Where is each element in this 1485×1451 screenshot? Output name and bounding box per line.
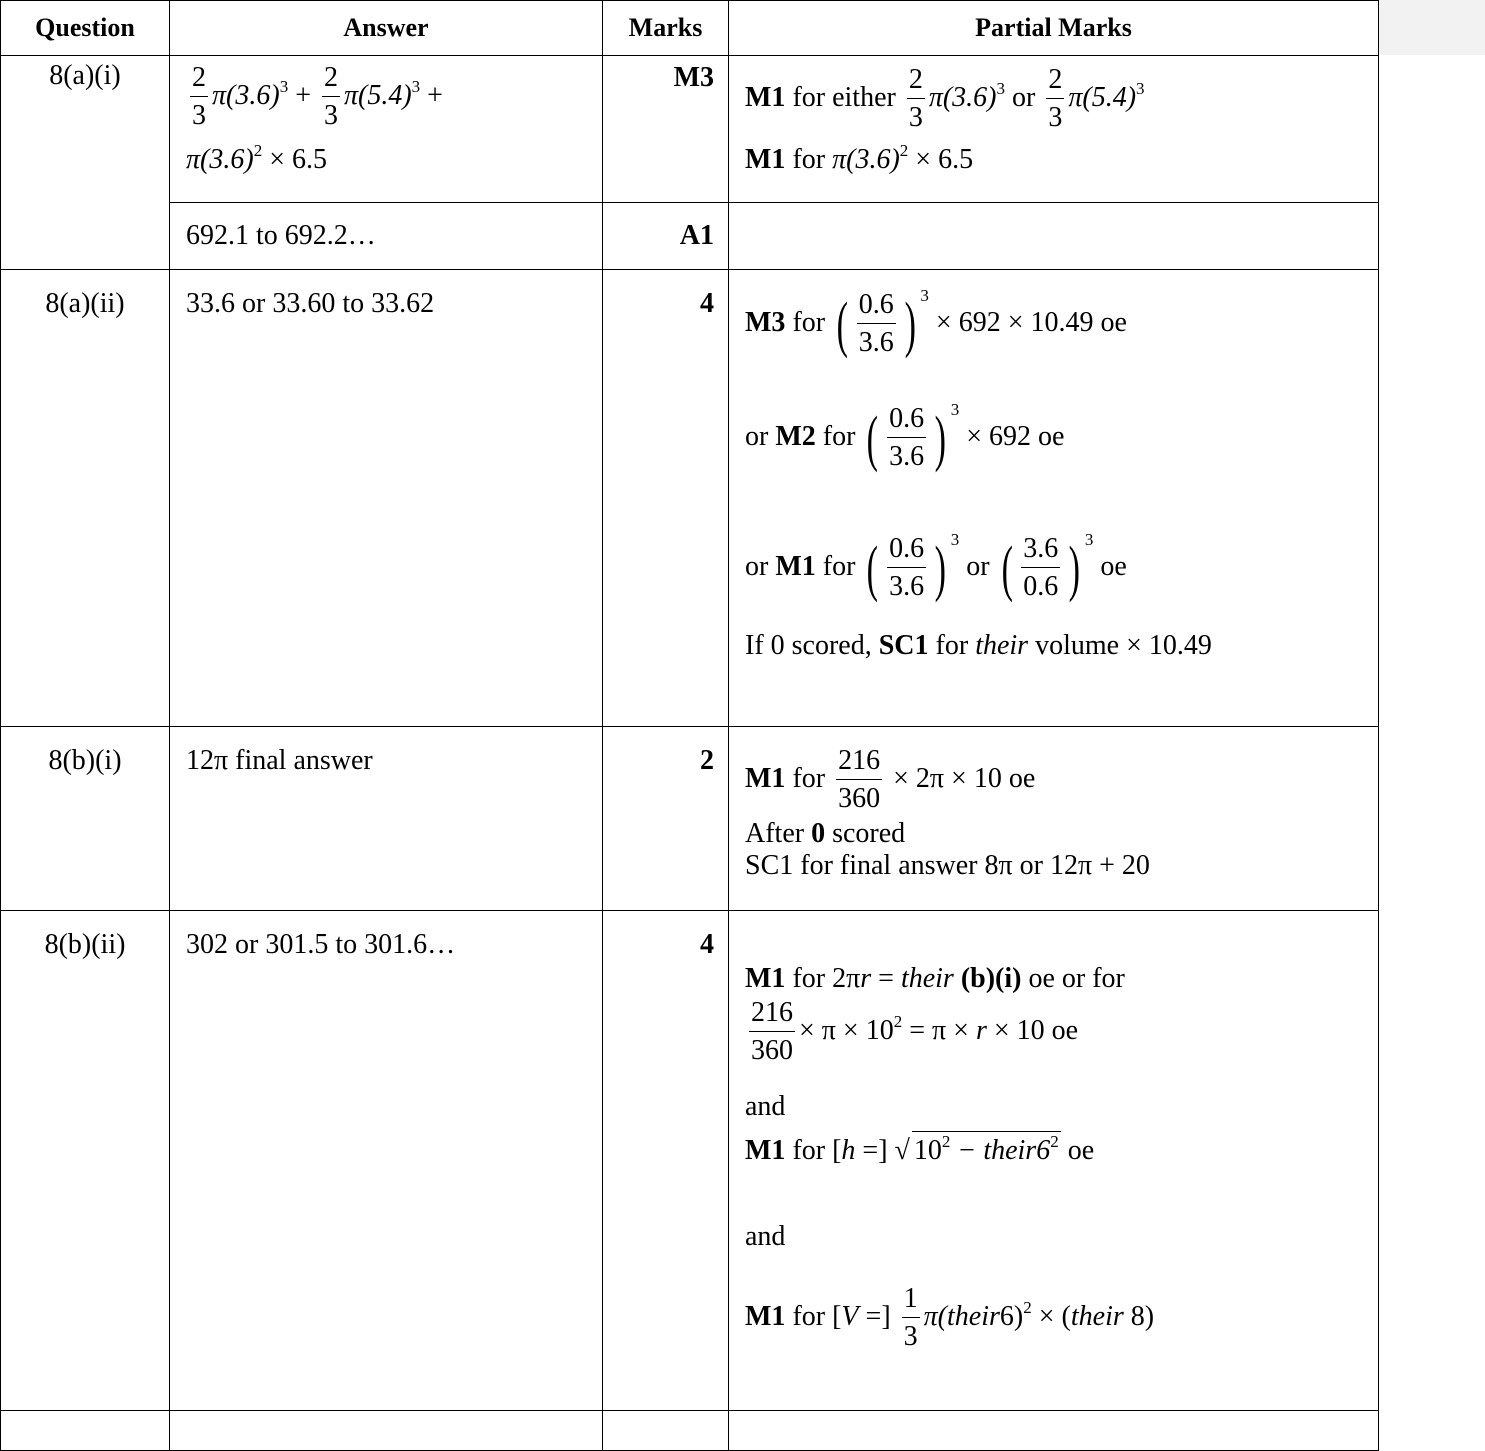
table-row <box>1 911 1379 1411</box>
fraction: $\frac{2}{3}$ <box>323 62 338 131</box>
partial-line-sc1: If 0 scored, SC1 for their volume × 10.49 <box>745 630 1212 661</box>
header-marks: Marks <box>603 1 729 56</box>
question-cell <box>1 56 170 270</box>
marks-cell: M3 <box>603 56 729 203</box>
answer-cell: 692.1 to 692.2… <box>170 203 603 270</box>
partial-line-and-2: and <box>745 1221 786 1252</box>
question-cell: 8(b)(ii) <box>1 911 170 1411</box>
partial-marks-cell <box>729 727 1379 911</box>
partial-line-m2: or M2 for ( $\frac{0.6}{3.6}$ ) $^3$ × 692 oe <box>745 400 1065 473</box>
partial-line-after: After 0 scored <box>745 818 906 849</box>
partial-marks-cell <box>729 1411 1379 1451</box>
answer-cell <box>170 56 603 203</box>
question-number: 8(a)(i) <box>49 60 121 91</box>
table-row <box>1 727 1379 911</box>
partial-line-m3: M3 for ( $\frac{0.6}{3.6}$ ) $^3$ × 692 × 10.49 oe <box>745 286 1127 359</box>
answer-line-2: $\pi(3.6)^2 \times 6.5$ <box>186 141 327 175</box>
fraction: $\frac{2}{3}$ <box>192 62 206 131</box>
answer-cell <box>170 1411 603 1451</box>
table-row <box>1 1411 1379 1451</box>
answer-line-1: $\frac{2}{3}$ $\pi(3.6)^3$ + $\frac{2}{3}$ $\pi(5.4)^3$ + <box>186 60 602 135</box>
partial-line-2: $\frac{216}{360}$ × $\pi \times 10^2 = \pi \times r \times 10$ oe <box>751 997 1079 1066</box>
question-cell: 8(a)(ii) <box>1 270 170 727</box>
question-cell: 8(b)(i) <box>1 727 170 911</box>
marks-cell: 2 <box>603 727 729 911</box>
table-row <box>1 56 1379 203</box>
header-partial-marks: Partial Marks <box>729 1 1379 56</box>
marks-cell <box>603 1411 729 1451</box>
partial-line-1: M1 for 2πr = their (b)(i) oe or for <box>745 963 1125 994</box>
partial-marks-cell <box>729 203 1379 270</box>
marks-cell: A1 <box>603 203 729 270</box>
sqrt-symbol: √ <box>894 1135 910 1166</box>
marks-cell: 4 <box>603 270 729 727</box>
partial-marks-cell <box>729 270 1379 727</box>
answer-cell: 33.6 or 33.60 to 33.62 <box>170 270 603 727</box>
table-row <box>1 270 1379 727</box>
answer-cell: 12π final answer <box>170 727 603 911</box>
partial-line-m1: or M1 for ( $\frac{0.6}{3.6}$ ) $^3$ or ( $\frac{3.6}{0.6}$ ) $^3$ oe <box>745 530 1127 603</box>
partial-line-and-1: and <box>745 1091 786 1122</box>
partial-line-m1: M1 for $\frac{216}{360}$ × 2π × 10 oe <box>745 745 1036 814</box>
partial-line-2: M1 for $\pi(3.6)^2 \times 6.5$ <box>745 141 974 175</box>
header-row <box>1 1 1379 56</box>
marks-cell: 4 <box>603 911 729 1411</box>
answer-cell: 302 or 301.5 to 301.6… <box>170 911 603 1411</box>
table-row <box>1 203 1379 270</box>
partial-line-sc1: SC1 for final answer 8π or 12π + 20 <box>745 850 1150 881</box>
partial-marks-cell <box>729 911 1379 1411</box>
partial-line-4: M1 for [V =] $\frac{1}{3}$ π(their6)$^2$ × (their 8) <box>745 1283 1155 1352</box>
partial-line-1: M1 for either $\frac{2}{3}$ $\pi(3.6)^3$ or $\frac{2}{3}$ $\pi(5.4)^3$ <box>745 64 1145 133</box>
partial-marks-cell <box>729 56 1379 203</box>
partial-line-3: M1 for [h =] √ $10^2$ − $their6^2$ oe <box>745 1132 1095 1166</box>
question-cell <box>1 1411 170 1451</box>
header-answer: Answer <box>170 1 603 56</box>
header-question: Question <box>1 1 170 56</box>
